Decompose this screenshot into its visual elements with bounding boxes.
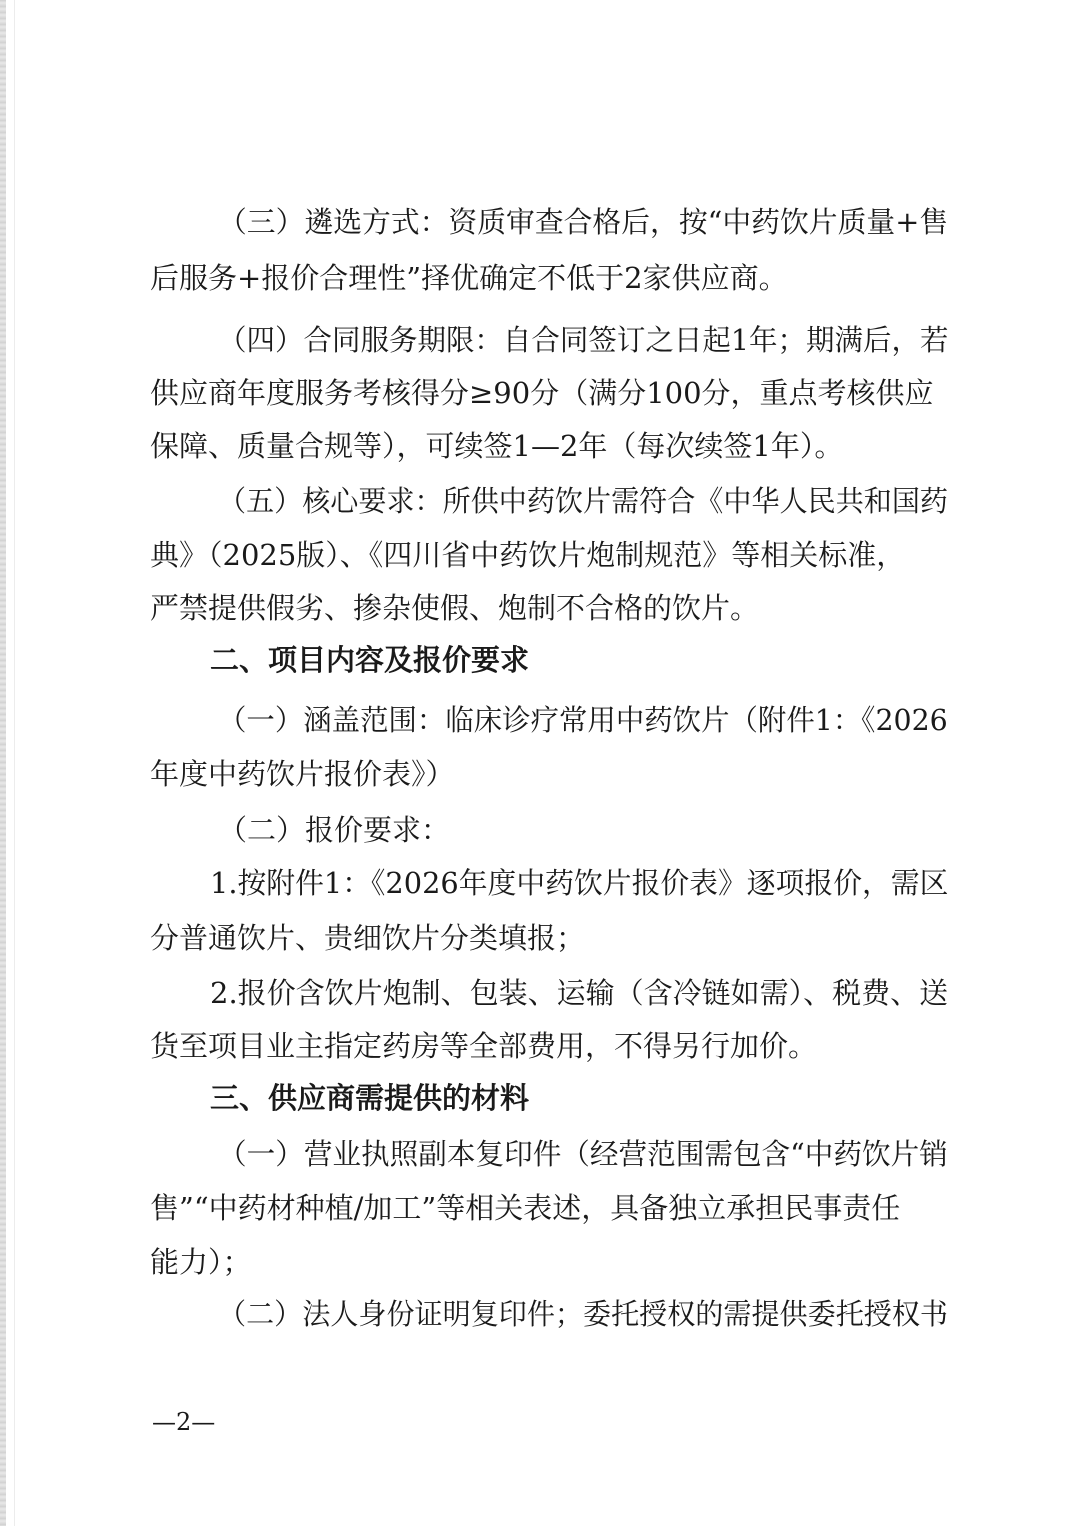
paragraph-3-1-line-3: 能力）； bbox=[150, 1245, 252, 1279]
text-line bbox=[0, 752, 1080, 796]
section-heading-2-text: 二、项目内容及报价要求 bbox=[210, 643, 530, 677]
section-heading-3 bbox=[0, 1076, 1080, 1120]
text-line bbox=[0, 808, 1080, 852]
text-line bbox=[0, 698, 1080, 742]
paragraph-5-line-1: （五）核心要求：所供中药饮片需符合《中华人民共和国药 bbox=[218, 484, 949, 518]
paragraph-2-1-line-1: （一）涵盖范围：临床诊疗常用中药饮片（附件1：《2026 bbox=[218, 703, 948, 737]
text-line bbox=[0, 1292, 1080, 1336]
section-heading-2 bbox=[0, 638, 1080, 682]
page-number: —2— bbox=[152, 1408, 216, 1436]
text-line bbox=[0, 916, 1080, 960]
text-line bbox=[0, 861, 1080, 905]
paragraph-5-line-3: 严禁提供假劣、掺杂使假、炮制不合格的饮片。 bbox=[150, 591, 760, 625]
paragraph-4-line-3: 保障、质量合规等），可续签1—2年（每次续签1年）。 bbox=[150, 429, 844, 463]
item-2-line-2: 货至项目业主指定药房等全部费用，不得另行加价。 bbox=[150, 1029, 818, 1063]
text-line bbox=[0, 1240, 1080, 1284]
text-line bbox=[0, 1186, 1080, 1230]
paragraph-2-1-line-2: 年度中药饮片报价表》） bbox=[150, 757, 455, 791]
paragraph-2-2-line-1: （二）报价要求： bbox=[218, 813, 451, 847]
text-line bbox=[0, 424, 1080, 468]
text-line bbox=[0, 371, 1080, 415]
text-line bbox=[0, 318, 1080, 362]
paragraph-4-line-1: （四）合同服务期限：自合同签订之日起1年；期满后，若 bbox=[218, 323, 949, 357]
text-line bbox=[0, 200, 1080, 244]
paragraph-5-line-2: 典》（2025版）、《四川省中药饮片炮制规范》等相关标准， bbox=[150, 538, 906, 572]
paragraph-3-1-line-2: 售”“中药材种植/加工”等相关表述，具备独立承担民事责任 bbox=[150, 1191, 901, 1225]
paragraph-3-1-line-1: （一）营业执照副本复印件（经营范围需包含“中药饮片销 bbox=[218, 1137, 948, 1171]
text-line bbox=[0, 1024, 1080, 1068]
text-line bbox=[0, 971, 1080, 1015]
item-2-line-1: 2.报价含饮片炮制、包装、运输（含冷链如需）、税费、送 bbox=[210, 976, 949, 1010]
item-1-line-2: 分普通饮片、贵细饮片分类填报； bbox=[150, 921, 586, 955]
paragraph-4-line-2: 供应商年度服务考核得分≥90分（满分100分，重点考核供应 bbox=[150, 376, 934, 410]
text-line bbox=[0, 533, 1080, 577]
paragraph-3-2-line-1: （二）法人身份证明复印件；委托授权的需提供委托授权书 bbox=[218, 1297, 949, 1331]
section-heading-3-text: 三、供应商需提供的材料 bbox=[210, 1081, 530, 1115]
text-line bbox=[0, 1132, 1080, 1176]
paragraph-3-line-1: （三）遴选方式：资质审查合格后，按“中药饮片质量+售 bbox=[218, 205, 949, 239]
text-line bbox=[0, 586, 1080, 630]
text-line bbox=[0, 256, 1080, 300]
item-1-line-1: 1.按附件1：《2026年度中药饮片报价表》逐项报价，需区 bbox=[210, 866, 949, 900]
paragraph-3-line-2: 后服务+报价合理性”择优确定不低于2家供应商。 bbox=[150, 261, 788, 295]
text-line bbox=[0, 479, 1080, 523]
